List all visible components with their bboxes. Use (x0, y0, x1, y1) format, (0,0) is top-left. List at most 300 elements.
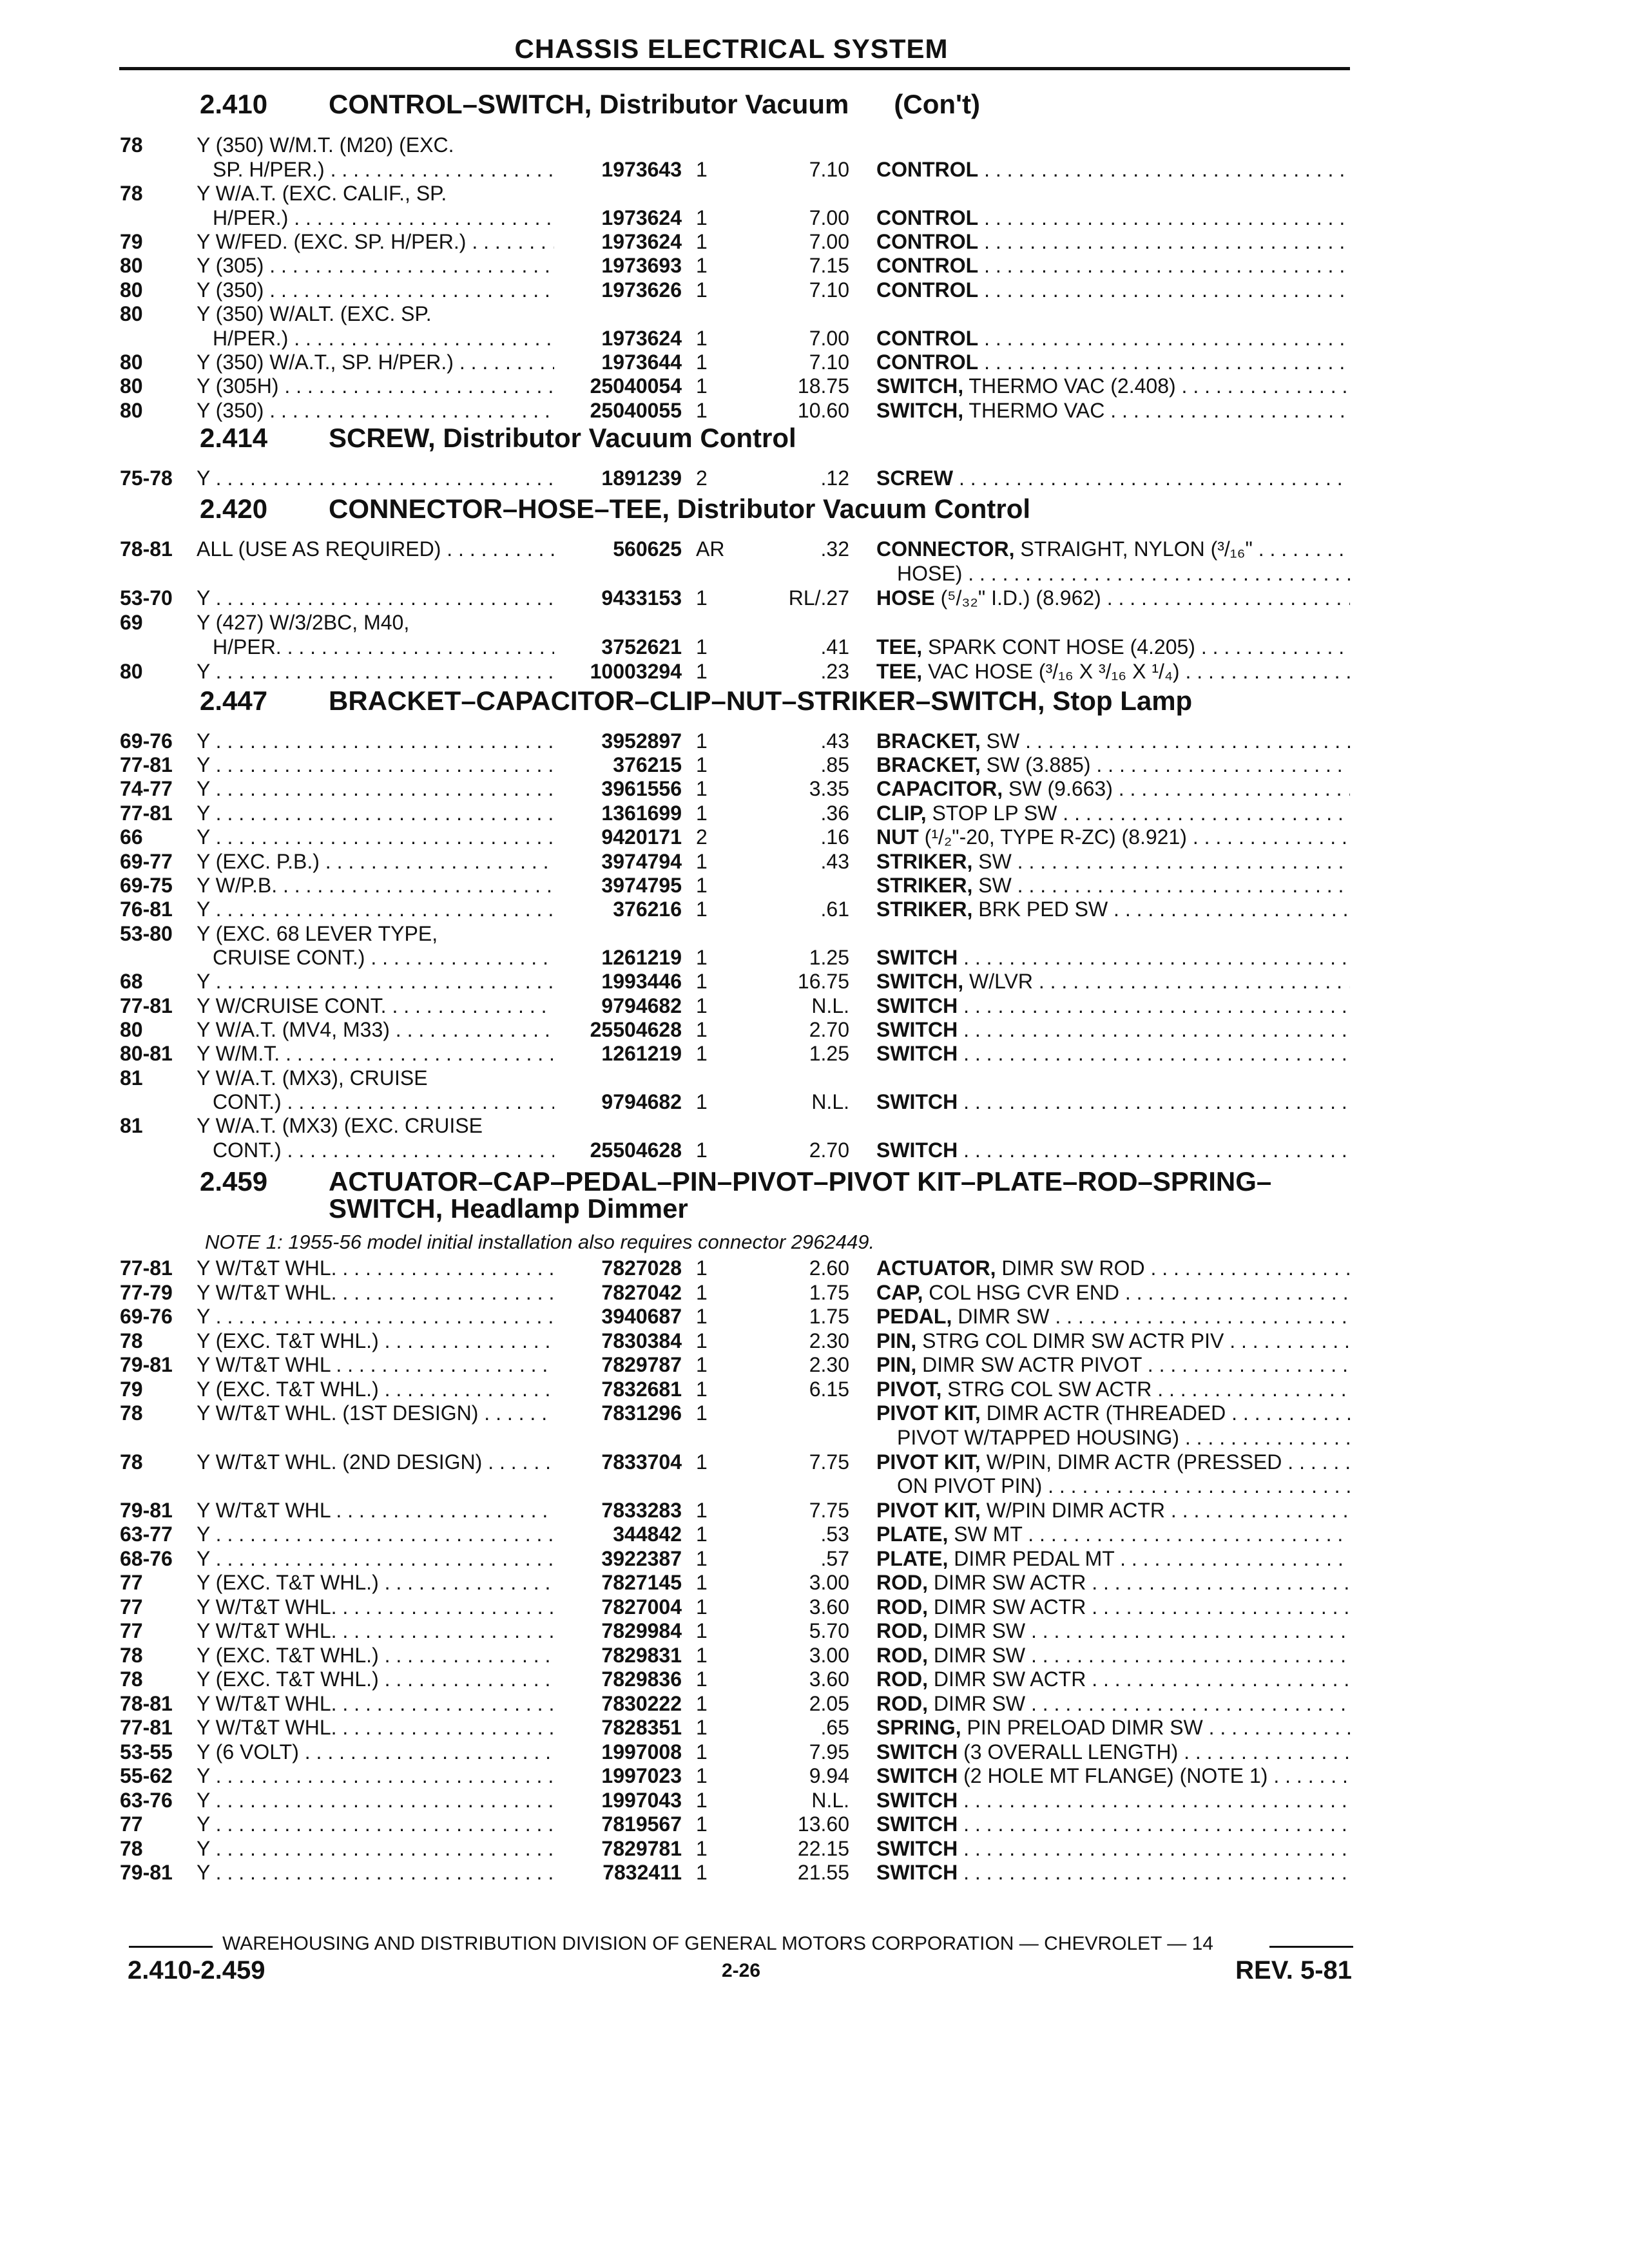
price: 1.25 (809, 1042, 849, 1065)
description-name: PLATE, (876, 1523, 949, 1546)
part-number: 7827145 (601, 1571, 682, 1594)
model-year: 81 (120, 1114, 143, 1137)
description-name: SWITCH (876, 1764, 958, 1787)
price: 21.55 (797, 1861, 849, 1884)
quantity: 1 (696, 1789, 708, 1812)
description-detail: DIMR SW ROD (996, 1256, 1145, 1280)
application: Y . . . (197, 776, 554, 802)
description-name: ROD, (876, 1667, 928, 1691)
section-heading: 2.447 BRACKET–CAPACITOR–CLIP–NUT–STRIKER–SWITCH, Stop Lamp (200, 686, 1193, 716)
description (876, 849, 1350, 874)
description-name: SWITCH (876, 1740, 958, 1763)
price: 9.94 (809, 1764, 849, 1787)
table-row (0, 277, 1629, 303)
part-number: 1261219 (601, 1042, 682, 1065)
description-name: CONTROL (876, 206, 979, 229)
description-detail: DIMR SW (928, 1619, 1026, 1642)
application: ALL (USE AS REQUIRED) . . . (197, 536, 554, 562)
application: Y . . . (197, 1860, 554, 1885)
quantity: AR (696, 537, 725, 561)
description-name: SWITCH, (876, 970, 964, 993)
part-number: 1973644 (601, 351, 682, 374)
description-name: SWITCH (876, 1861, 958, 1884)
model-year: 80 (120, 399, 143, 422)
description (876, 325, 1350, 351)
description-name: SWITCH (876, 946, 958, 969)
part-number: 1891239 (601, 466, 682, 490)
description (876, 1400, 1350, 1426)
quantity: 1 (696, 1667, 708, 1691)
quantity: 1 (696, 1042, 708, 1065)
model-year: 53-55 (120, 1740, 173, 1763)
description-name: CONTROL (876, 230, 979, 253)
model-year: 80 (120, 278, 143, 302)
model-year: 68-76 (120, 1547, 173, 1570)
model-year: 77 (120, 1595, 143, 1619)
description-name: NUT (876, 825, 919, 849)
description-name: CONTROL (876, 351, 979, 374)
table-row (0, 1065, 1629, 1091)
description-name: STRIKER, (876, 898, 973, 921)
application: Y W/T&T WHL. (1ST DESIGN) . . . . (197, 1400, 554, 1426)
price: .12 (820, 466, 849, 490)
part-number: 1973693 (601, 254, 682, 277)
table-row (0, 1041, 1629, 1066)
price: 3.35 (809, 777, 849, 800)
quantity: 2 (696, 466, 708, 490)
price: 2.60 (809, 1256, 849, 1280)
application: Y W/FED. (EXC. SP. H/PER.) . . . (197, 229, 554, 255)
description (876, 634, 1350, 660)
description (876, 1303, 1350, 1329)
quantity: 1 (696, 994, 708, 1017)
application: Y . . . (197, 968, 554, 994)
section-heading: 2.410 CONTROL–SWITCH, Distributor Vacuum (Con't) (200, 89, 980, 119)
table-row (0, 1425, 1629, 1450)
quantity: 1 (696, 327, 708, 350)
application: Y . . . (197, 1787, 554, 1813)
part-number: 7830222 (601, 1692, 682, 1715)
application: Y W/M.T. . . . (197, 1041, 554, 1066)
part-number: 560625 (613, 537, 682, 561)
description-name: ROD, (876, 1644, 928, 1667)
quantity: 1 (696, 1619, 708, 1642)
description-name: PIVOT KIT, (876, 1450, 981, 1474)
quantity: 1 (696, 802, 708, 825)
price: 1.75 (809, 1281, 849, 1304)
part-number: 7827042 (601, 1281, 682, 1304)
model-year: 79 (120, 1378, 143, 1401)
price: 7.75 (809, 1499, 849, 1522)
description (876, 658, 1350, 684)
quantity: 1 (696, 850, 708, 873)
part-number: 7828351 (601, 1716, 682, 1739)
model-year: 80 (120, 351, 143, 374)
description (876, 349, 1350, 375)
price: 18.75 (797, 374, 849, 398)
price: .32 (820, 537, 849, 561)
quantity: 1 (696, 1139, 708, 1162)
table-row (0, 132, 1629, 158)
application: Y W/T&T WHL. . . . (197, 1594, 554, 1620)
description (876, 536, 1350, 562)
application: Y . . . (197, 1521, 554, 1547)
application: Y (EXC. T&T WHL.) . . . (197, 1642, 554, 1668)
description (876, 1328, 1350, 1354)
table-row (0, 921, 1629, 947)
application: Y (EXC. 68 LEVER TYPE, (197, 922, 438, 945)
description-detail: VAC HOSE (³/₁₆ X ³/₁₆ X ¹/₄) (922, 660, 1180, 683)
description-name: ROD, (876, 1595, 928, 1619)
table-row (0, 1811, 1629, 1837)
table-row (0, 1497, 1629, 1523)
application: Y . . . (197, 1303, 554, 1329)
model-year: 53-80 (120, 922, 173, 945)
table-row (0, 1642, 1629, 1668)
description (876, 585, 1350, 611)
description-name: PIVOT KIT, (876, 1401, 981, 1425)
price: 7.00 (809, 230, 849, 253)
quantity: 1 (696, 1499, 708, 1522)
description-name: ROD, (876, 1571, 928, 1594)
table-row (0, 968, 1629, 994)
description-name: CAP, (876, 1281, 923, 1304)
model-year: 63-77 (120, 1523, 173, 1546)
table-row (0, 1787, 1629, 1813)
table-row (0, 373, 1629, 399)
application: Y (350) W/M.T. (M20) (EXC. (197, 133, 454, 157)
model-year: 77-79 (120, 1281, 173, 1304)
part-number: 25040055 (590, 399, 682, 422)
description-detail: (2 HOLE MT FLANGE) (NOTE 1) . (958, 1764, 1280, 1787)
description (876, 1787, 1350, 1813)
description (876, 728, 1350, 754)
quantity: 1 (696, 230, 708, 253)
description-name: ROD, (876, 1692, 928, 1715)
model-year: 69-77 (120, 850, 173, 873)
description-detail: STOP LP SW (926, 802, 1057, 825)
description (876, 1691, 1350, 1716)
price: 2.30 (809, 1329, 849, 1352)
description (876, 465, 1350, 491)
section-heading: 2.420 CONNECTOR–HOSE–TEE, Distributor Vacuum Control (200, 494, 1031, 524)
application: Y W/T&T WHL . . . (197, 1352, 554, 1378)
part-number: 3961556 (601, 777, 682, 800)
application: Y W/CRUISE CONT. . . . (197, 993, 554, 1019)
quantity: 1 (696, 278, 708, 302)
model-year: 75-78 (120, 466, 173, 490)
description (897, 1425, 1350, 1450)
part-number: 7827028 (601, 1256, 682, 1280)
description (876, 824, 1350, 850)
page-number: 2-26 (722, 1960, 761, 1981)
table-row (0, 1618, 1629, 1644)
part-number: 1997043 (601, 1789, 682, 1812)
part-number: 1261219 (601, 946, 682, 969)
model-year: 77 (120, 1571, 143, 1594)
price: .16 (820, 825, 849, 849)
description-detail: THERMO VAC (2.408) (963, 374, 1176, 398)
table-row (0, 1666, 1629, 1692)
quantity: 1 (696, 729, 708, 753)
description-detail: PIN PRELOAD DIMR SW (961, 1716, 1203, 1739)
description (876, 1811, 1350, 1837)
price: 7.75 (809, 1450, 849, 1474)
description (876, 205, 1350, 231)
quantity: 1 (696, 254, 708, 277)
model-year: 69-76 (120, 1305, 173, 1328)
table-row (0, 1473, 1629, 1499)
description-name: CONTROL (876, 327, 979, 350)
description-name: STRIKER, (876, 850, 973, 873)
application: Y W/A.T. (MX3) (EXC. CRUISE (197, 1114, 483, 1137)
table-row (0, 301, 1629, 327)
quantity: 1 (696, 1595, 708, 1619)
price: 2.70 (809, 1139, 849, 1162)
part-number: 1973624 (601, 230, 682, 253)
part-number: 7833704 (601, 1450, 682, 1474)
part-number: 7829836 (601, 1667, 682, 1691)
description (876, 277, 1350, 303)
quantity: 1 (696, 660, 708, 683)
price: .43 (820, 729, 849, 753)
part-number: 7827004 (601, 1595, 682, 1619)
description-detail: SW MT (948, 1523, 1023, 1546)
quantity: 1 (696, 1812, 708, 1836)
price: 5.70 (809, 1619, 849, 1642)
model-year: 55-62 (120, 1764, 173, 1787)
table-row (0, 752, 1629, 778)
table-row (0, 896, 1629, 922)
application: Y (305H) . . . (197, 373, 554, 399)
description-detail: SW (972, 874, 1012, 897)
model-year: 63-76 (120, 1789, 173, 1812)
table-row (0, 585, 1629, 611)
description-detail: COL HSG CVR END (923, 1281, 1119, 1304)
part-number: 1973624 (601, 206, 682, 229)
price: 2.05 (809, 1692, 849, 1715)
part-number: 10003294 (590, 660, 682, 683)
table-row (0, 1860, 1629, 1885)
table-row (0, 465, 1629, 491)
quantity: 1 (696, 351, 708, 374)
table-row (0, 872, 1629, 898)
quantity: 1 (696, 970, 708, 993)
description-detail: (3 OVERALL LENGTH) (958, 1740, 1179, 1763)
model-year: 77-81 (120, 1716, 173, 1739)
quantity: 1 (696, 1018, 708, 1041)
part-number: 7831296 (601, 1401, 682, 1425)
model-year: 77-81 (120, 1256, 173, 1280)
description-detail: BRK PED SW (972, 898, 1108, 921)
model-year: 80 (120, 660, 143, 683)
part-number: 7832681 (601, 1378, 682, 1401)
application: Y (350) . . . (197, 277, 554, 303)
description (876, 776, 1350, 802)
quantity: 1 (696, 946, 708, 969)
description (876, 800, 1350, 826)
model-year: 78 (120, 1667, 143, 1691)
application: Y W/T&T WHL. (2ND DESIGN) . . . (197, 1449, 554, 1475)
description (876, 1137, 1350, 1163)
model-year: 80 (120, 374, 143, 398)
price: 7.10 (809, 158, 849, 181)
application: CONT.) . . . (213, 1089, 554, 1115)
description (876, 1860, 1350, 1885)
table-row (0, 634, 1629, 660)
application: Y . . . (197, 465, 554, 491)
part-number: 25040054 (590, 374, 682, 398)
application: CRUISE CONT.) . . . (213, 945, 554, 970)
price: N.L. (811, 994, 849, 1017)
part-number: 7819567 (601, 1812, 682, 1836)
description (876, 872, 1350, 898)
price: 1.25 (809, 946, 849, 969)
description-name: BRACKET, (876, 729, 981, 753)
table-row (0, 945, 1629, 970)
table-row (0, 776, 1629, 802)
section-heading: 2.459 ACTUATOR–CAP–PEDAL–PIN–PIVOT–PIVOT KIT–PLATE–ROD–SPRING– (200, 1166, 1272, 1196)
quantity: 1 (696, 1716, 708, 1739)
model-year: 74-77 (120, 777, 173, 800)
model-year: 77-81 (120, 753, 173, 776)
description (876, 1739, 1350, 1765)
price: 2.30 (809, 1353, 849, 1376)
model-year: 80-81 (120, 1042, 173, 1065)
application: H/PER. . . . (213, 634, 554, 660)
quantity: 1 (696, 1450, 708, 1474)
application: Y W/T&T WHL . . . (197, 1497, 554, 1523)
description (876, 373, 1350, 399)
description (876, 1763, 1350, 1789)
table-row (0, 1594, 1629, 1620)
note: NOTE 1: 1955-56 model initial installation also requires connector 2962449. (205, 1231, 875, 1253)
table-row (0, 1400, 1629, 1426)
table-row (0, 229, 1629, 255)
part-number: 7829781 (601, 1837, 682, 1860)
table-row (0, 849, 1629, 874)
quantity: 1 (696, 374, 708, 398)
price: 10.60 (797, 399, 849, 422)
quantity: 1 (696, 586, 708, 610)
description-detail: SPARK CONT HOSE (4.205) (922, 635, 1195, 658)
price: .41 (820, 635, 849, 658)
description (897, 1473, 1350, 1499)
description-name: PLATE, (876, 1547, 949, 1570)
section-heading-continued: SWITCH, Headlamp Dimmer (329, 1193, 688, 1224)
application: H/PER.) . . . (213, 325, 554, 351)
table-row (0, 561, 1629, 586)
section-heading: 2.414 SCREW, Distributor Vacuum Control (200, 423, 796, 453)
description-name: ACTUATOR, (876, 1256, 996, 1280)
application: Y . . . (197, 824, 554, 850)
table-row (0, 1715, 1629, 1740)
description (876, 1594, 1350, 1620)
price: 7.10 (809, 351, 849, 374)
table-row (0, 1280, 1629, 1305)
description (876, 968, 1350, 994)
description (876, 1521, 1350, 1547)
part-number: 1997008 (601, 1740, 682, 1763)
application: Y W/P.B. . . . (197, 872, 554, 898)
table-row (0, 1113, 1629, 1139)
description-detail: DIMR SW ACTR (928, 1667, 1086, 1691)
description-name: BRACKET, (876, 753, 981, 776)
application: Y W/T&T WHL. . . . (197, 1255, 554, 1281)
description-name: SWITCH, (876, 374, 964, 398)
description-detail: HOSE) (897, 562, 963, 585)
model-year: 77 (120, 1619, 143, 1642)
description (876, 253, 1350, 278)
table-row (0, 1303, 1629, 1329)
description-name: HOSE (876, 586, 935, 610)
model-year: 81 (120, 1066, 143, 1090)
model-year: 78 (120, 1450, 143, 1474)
description-detail: DIMR SW (928, 1644, 1026, 1667)
description-detail: DIMR SW ACTR (928, 1571, 1086, 1594)
description-detail: THERMO VAC (963, 399, 1105, 422)
price: N.L. (811, 1090, 849, 1113)
application: Y W/T&T WHL. . . . (197, 1618, 554, 1644)
model-year: 78 (120, 1401, 143, 1425)
application: Y W/T&T WHL. . . . (197, 1715, 554, 1740)
table-row (0, 1836, 1629, 1861)
description-detail: W/PIN, DIMR ACTR (PRESSED (980, 1450, 1282, 1474)
part-number: 3940687 (601, 1305, 682, 1328)
model-year: 69-76 (120, 729, 173, 753)
description (876, 1089, 1350, 1115)
table-row (0, 993, 1629, 1019)
quantity: 1 (696, 1740, 708, 1763)
application: Y . . . (197, 1836, 554, 1861)
application: Y W/A.T. (MV4, M33) . . . (197, 1017, 554, 1043)
table-row (0, 728, 1629, 754)
application: Y (305) . . . (197, 253, 554, 278)
application: Y (427) W/3/2BC, M40, (197, 611, 410, 634)
description-name: ROD, (876, 1619, 928, 1642)
model-year: 80 (120, 1018, 143, 1041)
catalog-page: CHASSIS ELECTRICAL SYSTEM 2.410 CONTROL–SWITCH, Distributor Vacuum (Con't) 2.414 SCREW, Distributor Vacuum Control 2.420 CONNECTOR–HOSE–TEE, Distributor Vacuum Control 2.447 BRACKET–CAPACITOR–CLIP–NUT–STRIKER–SWITCH, Stop Lamp 2.459 ACTUATOR–CAP–PEDAL–PIN–PIVOT–PIVOT KIT–PLATE–ROD–SPRING– SWITCH, Headlamp Dimmer NOTE 1: 1955-56 model initial installation also requires connector 2962449. 78 Y (350) W/M.T. (M20) (EXC. SP. H/PER.) . . . 1973643 1 7.10 CONTROL . . . 78 Y W/A.T. (EXC. CALIF., SP. H/PER.) . . . 1973624 1 7.00 CONTROL . . . 79 Y W/FED. (EXC. SP. H/PER.) . . . 1973624 1 7.00 CONTROL . . . 80 Y (305) . . . 1973693 1 7.15 CONTROL . . . 80 Y (350) . . . 1973626 1 7.10 CONTROL . . . 80 Y (350) W/ALT. (EXC. SP. H/PER.) . . . 1973624 1 7.00 CONTROL . . . 80 Y (350) W/A.T., SP. H/PER.) . . . 1973644 1 7.10 CONTROL . . . 80 Y (305H) . . . 25040054 1 18.75 SWITCH, THERMO VAC (2.408) . . . 80 Y (350) . . . 25040055 1 10.60 SWITCH, THERMO VAC . . . 75-78 Y . . . 1891239 2 .12 SCREW . . . 78-81 ALL (USE AS REQUIRED) . . . 560625 AR .32 CONNECTOR, STRAIGHT, NYLON (³/₁₆" . . . HOSE) . . . 53-70 Y . . . 9433153 1 RL/.27 HOSE (⁵/₃₂" I.D.) (8.962) . . . 69 Y (427) W/3/2BC, M40, H/PER. . . . 3752621 1 .41 TEE, SPARK CONT HOSE (4.205) . . . 80 Y . . . 10003294 1 .23 TEE, VAC HOSE (³/₁₆ X ³/₁₆ X ¹/₄) . . . 69-76 Y . . . 3952897 1 .43 BRACKET, SW . . . 77-81 Y . . . 376215 1 .85 BRACKET, SW (3.885) . . . 74-77 Y . . . 3961556 1 3.35 CAPACITOR, SW (9.663) . . . 77-81 Y . . . 1361699 1 .36 CLIP, STOP LP SW . . . 66 Y . . . 9420171 2 .16 NUT (¹/₂"-20, TYPE R-ZC) (8.921) . . . 69-77 Y (EXC. P.B.) . . . 3974794 1 .43 STRIKER, SW . . . 69-75 Y W/P.B. . . . 3974795 1 STRIKER, SW . . . 76-81 Y . . . 376216 1 .61 STRIKER, BRK PED SW . . . 53-80 Y (EXC. 68 LEVER TYPE, CRUISE CONT.) . . . 1261219 1 1.25 SWITCH . . . 68 Y . . . 1993446 1 16.75 SWITCH, W/LVR . . . 77-81 Y W/CRUISE CONT. . . . 9794682 1 N.L. SWITCH . . . 80 Y W/A.T. (MV4, M33) . . . 25504628 1 2.70 SWITCH . . . 80-81 Y W/M.T. . . . 1261219 1 1.25 SWITCH . . . 81 Y W/A.T. (MX3), CRUISE CONT.) . . . 9794682 1 N.L. SWITCH . . . 81 Y W/A.T. (MX3) (EXC. CRUISE CONT.) . . . 25504628 1 2.70 SWITCH . . . 77-81 Y W/T&T WHL. . . . 7827028 1 2.60 ACTUATOR, DIMR SW ROD . . . 77-79 Y W/T&T WHL. . . . 7827042 1 1.75 CAP, COL HSG CVR END . . . 69-76 Y . . . 3940687 1 1.75 PEDAL, DIMR SW . . . 78 Y (EXC. T&T WHL.) . . . 7830384 1 2.30 PIN, STRG COL DIMR SW ACTR PIV . . . 79-81 Y W/T&T WHL . . . 7829787 1 2.30 PIN, DIMR SW ACTR PIVOT . . . 79 Y (EXC. T&T WHL.) . . . 7832681 1 6.15 PIVOT, STRG COL SW ACTR . . . 78 Y W/T&T WHL. (1ST DESIGN) . . . . 7831296 1 PIVOT KIT, DIMR ACTR (THREADED . . . PIVOT W/TAPPED HOUSING) . . . 78 Y W/T&T WHL. (2ND DESIGN) . . . 7833704 1 7.75 PIVOT KIT, W/PIN, DIMR ACTR (PRESSED . . . ON PIVOT PIN) . . . 79-81 Y W/T&T WHL . . . 7833283 1 7.75 PIVOT KIT, W/PIN DIMR ACTR . . . 63-77 Y . . . 344842 1 .53 PLATE, SW MT . . . 68-76 Y . . . 3922387 1 .57 PLATE, DIMR PEDAL MT . . . 77 Y (EXC. T&T WHL.) . . . 7827145 1 3.00 ROD, DIMR SW ACTR . . . 77 Y W/T&T WHL. . . . 7827004 1 3.60 ROD, DIMR SW ACTR . . . 77 Y W/T&T WHL. . . . 7829984 1 5.70 ROD, DIMR SW . . . 78 Y (EXC. T&T WHL.) . . . 7829831 1 3.00 ROD, DIMR SW . . . 78 Y (EXC. T&T WHL.) . . . 7829836 1 3.60 ROD, DIMR SW ACTR . . . 78-81 Y W/T&T WHL. . . . 7830222 1 2.05 ROD, DIMR SW . . . 77-81 Y W/T&T WHL. . . . 7828351 1 .65 SPRING, PIN PRELOAD DIMR SW . . . 53-55 Y (6 VOLT) . . . 1997008 1 7.95 SWITCH (3 OVERALL LENGTH) . . . 55-62 Y . . . 1997023 1 9.94 SWITCH (2 HOLE MT FLANGE) (NOTE 1) . . . . 63-76 Y . . . 1997043 1 N.L. SWITCH . . . 77 Y . . . 7819567 1 13.60 SWITCH . . . 78 Y . . . 7829781 1 22.15 SWITCH . . . 79-81 Y . . . 7832411 1 21.55 SWITCH . . . WAREHOUSING AND DISTRIBUTION DIVISION OF GENERAL MOTORS CORPORATION — CHEVROLET — 14 2.410-2.459 2-26 REV. 5-81 (0, 0, 1629, 2268)
quantity: 1 (696, 1523, 708, 1546)
description (876, 1836, 1350, 1861)
description (876, 1642, 1350, 1668)
model-year: 80 (120, 302, 143, 325)
footer-range: 2.410-2.459 (128, 1956, 265, 1984)
part-number: 9794682 (601, 1090, 682, 1113)
description (876, 1376, 1350, 1402)
quantity: 1 (696, 777, 708, 800)
description-name: CONTROL (876, 254, 979, 277)
description-name: TEE, (876, 635, 923, 658)
description-name: SWITCH (876, 1837, 958, 1860)
quantity: 1 (696, 1401, 708, 1425)
price: 3.60 (809, 1667, 849, 1691)
table-row (0, 1089, 1629, 1115)
application: Y . . . (197, 658, 554, 684)
description (897, 561, 1350, 586)
model-year: 78-81 (120, 537, 173, 561)
part-number: 3974794 (601, 850, 682, 873)
quantity: 1 (696, 1861, 708, 1884)
price: 3.00 (809, 1571, 849, 1594)
description (876, 1280, 1350, 1305)
description-detail: DIMR PEDAL MT (948, 1547, 1115, 1570)
table-row (0, 205, 1629, 231)
description (876, 398, 1350, 423)
application: SP. H/PER.) . . . (213, 157, 554, 182)
description-name: SWITCH (876, 1090, 958, 1113)
quantity: 1 (696, 898, 708, 921)
